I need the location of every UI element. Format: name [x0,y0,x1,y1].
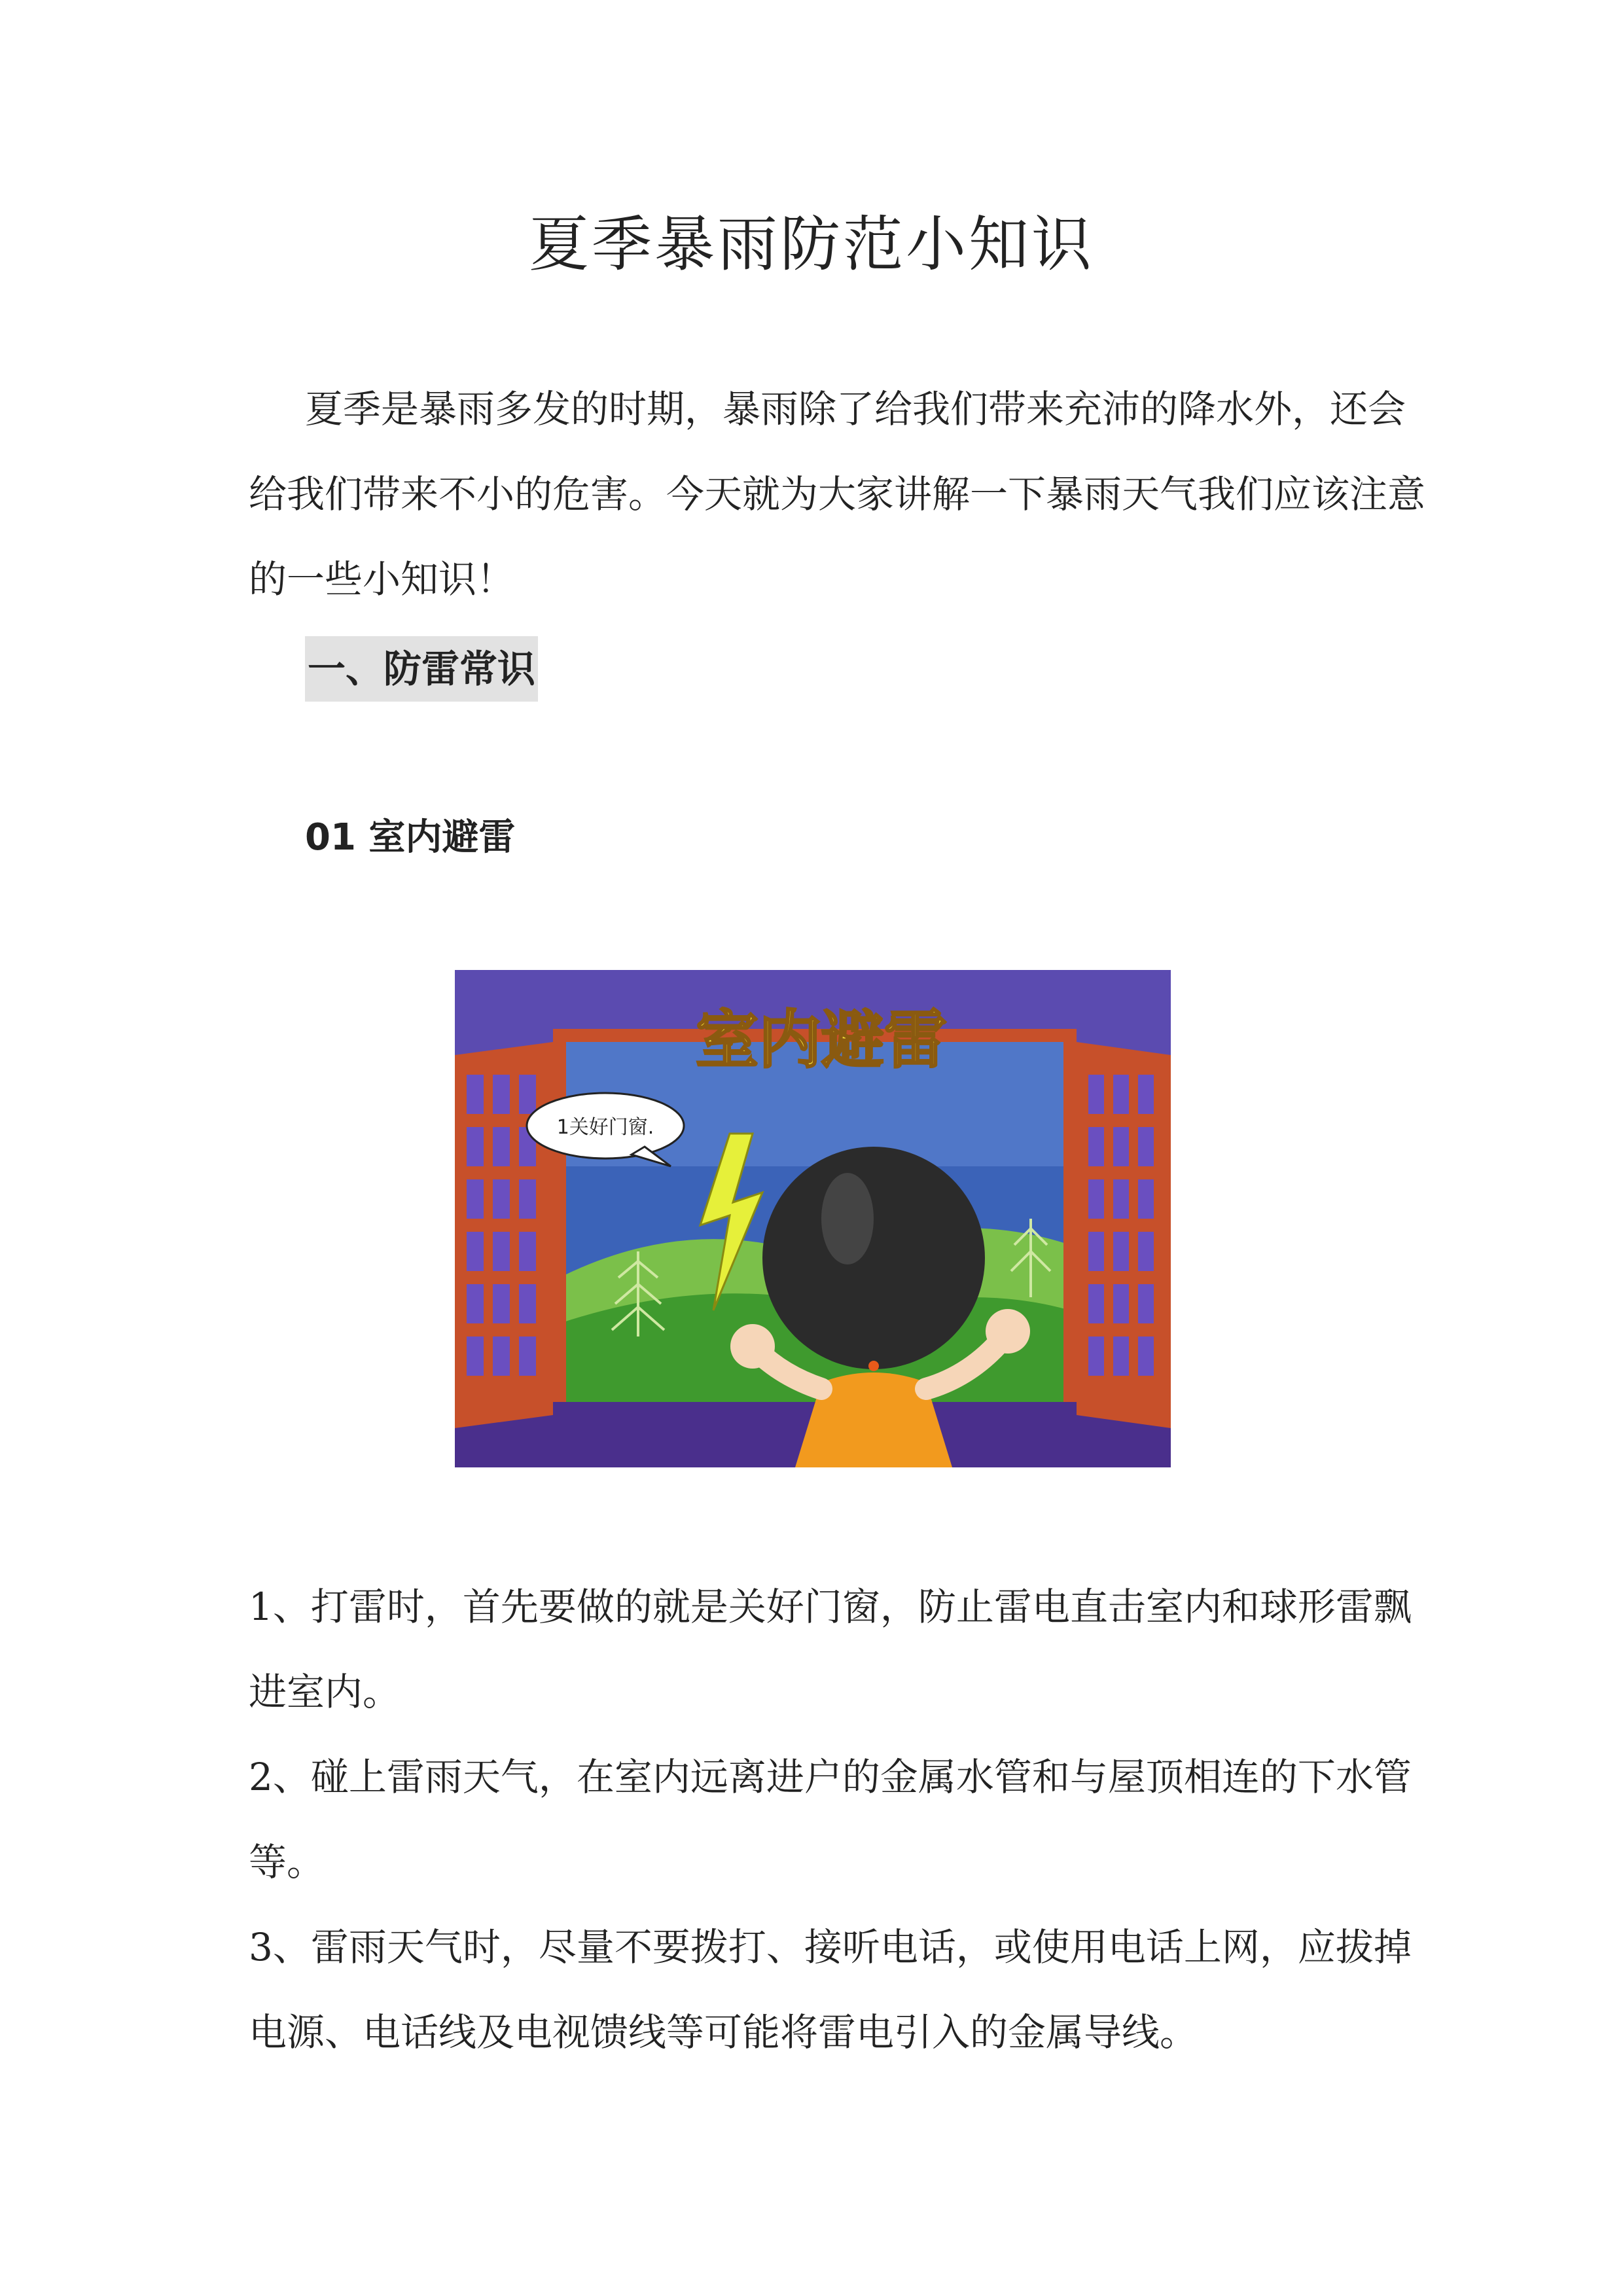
indoor-lightning-illustration [455,970,1171,1467]
list-item: 1、打雷时，首先要做的就是关好门窗，防止雷电直击室内和球形雷飘进室内。 [249,1585,1412,1714]
subsection-heading-indoor: 01 室内避雷 [305,816,516,859]
section-heading-lightning: 一、防雷常识 [305,636,538,702]
list-item: 2、碰上雷雨天气，在室内远离进户的金属水管和与屋顶相连的下水管等。 [249,1755,1412,1884]
illustration-bubble-text: 1关好门窗. [556,1116,654,1139]
illustration-banner-text: 室内避雷 [696,1003,947,1077]
intro-paragraph: 夏季是暴雨多发的时期，暴雨除了给我们带来充沛的降水外，还会给我们带来不小的危害。今天就为大家讲解一下暴雨天气我们应该注意的一些小知识！ [249,387,1426,601]
list-item: 3、雷雨天气时，尽量不要拨打、接听电话，或使用电话上网，应拔掉电源、电话线及电视馈线等可能将雷电引入的金属导线。 [249,1925,1412,2054]
document-title: 夏季暴雨防范小知识 [528,209,1094,279]
